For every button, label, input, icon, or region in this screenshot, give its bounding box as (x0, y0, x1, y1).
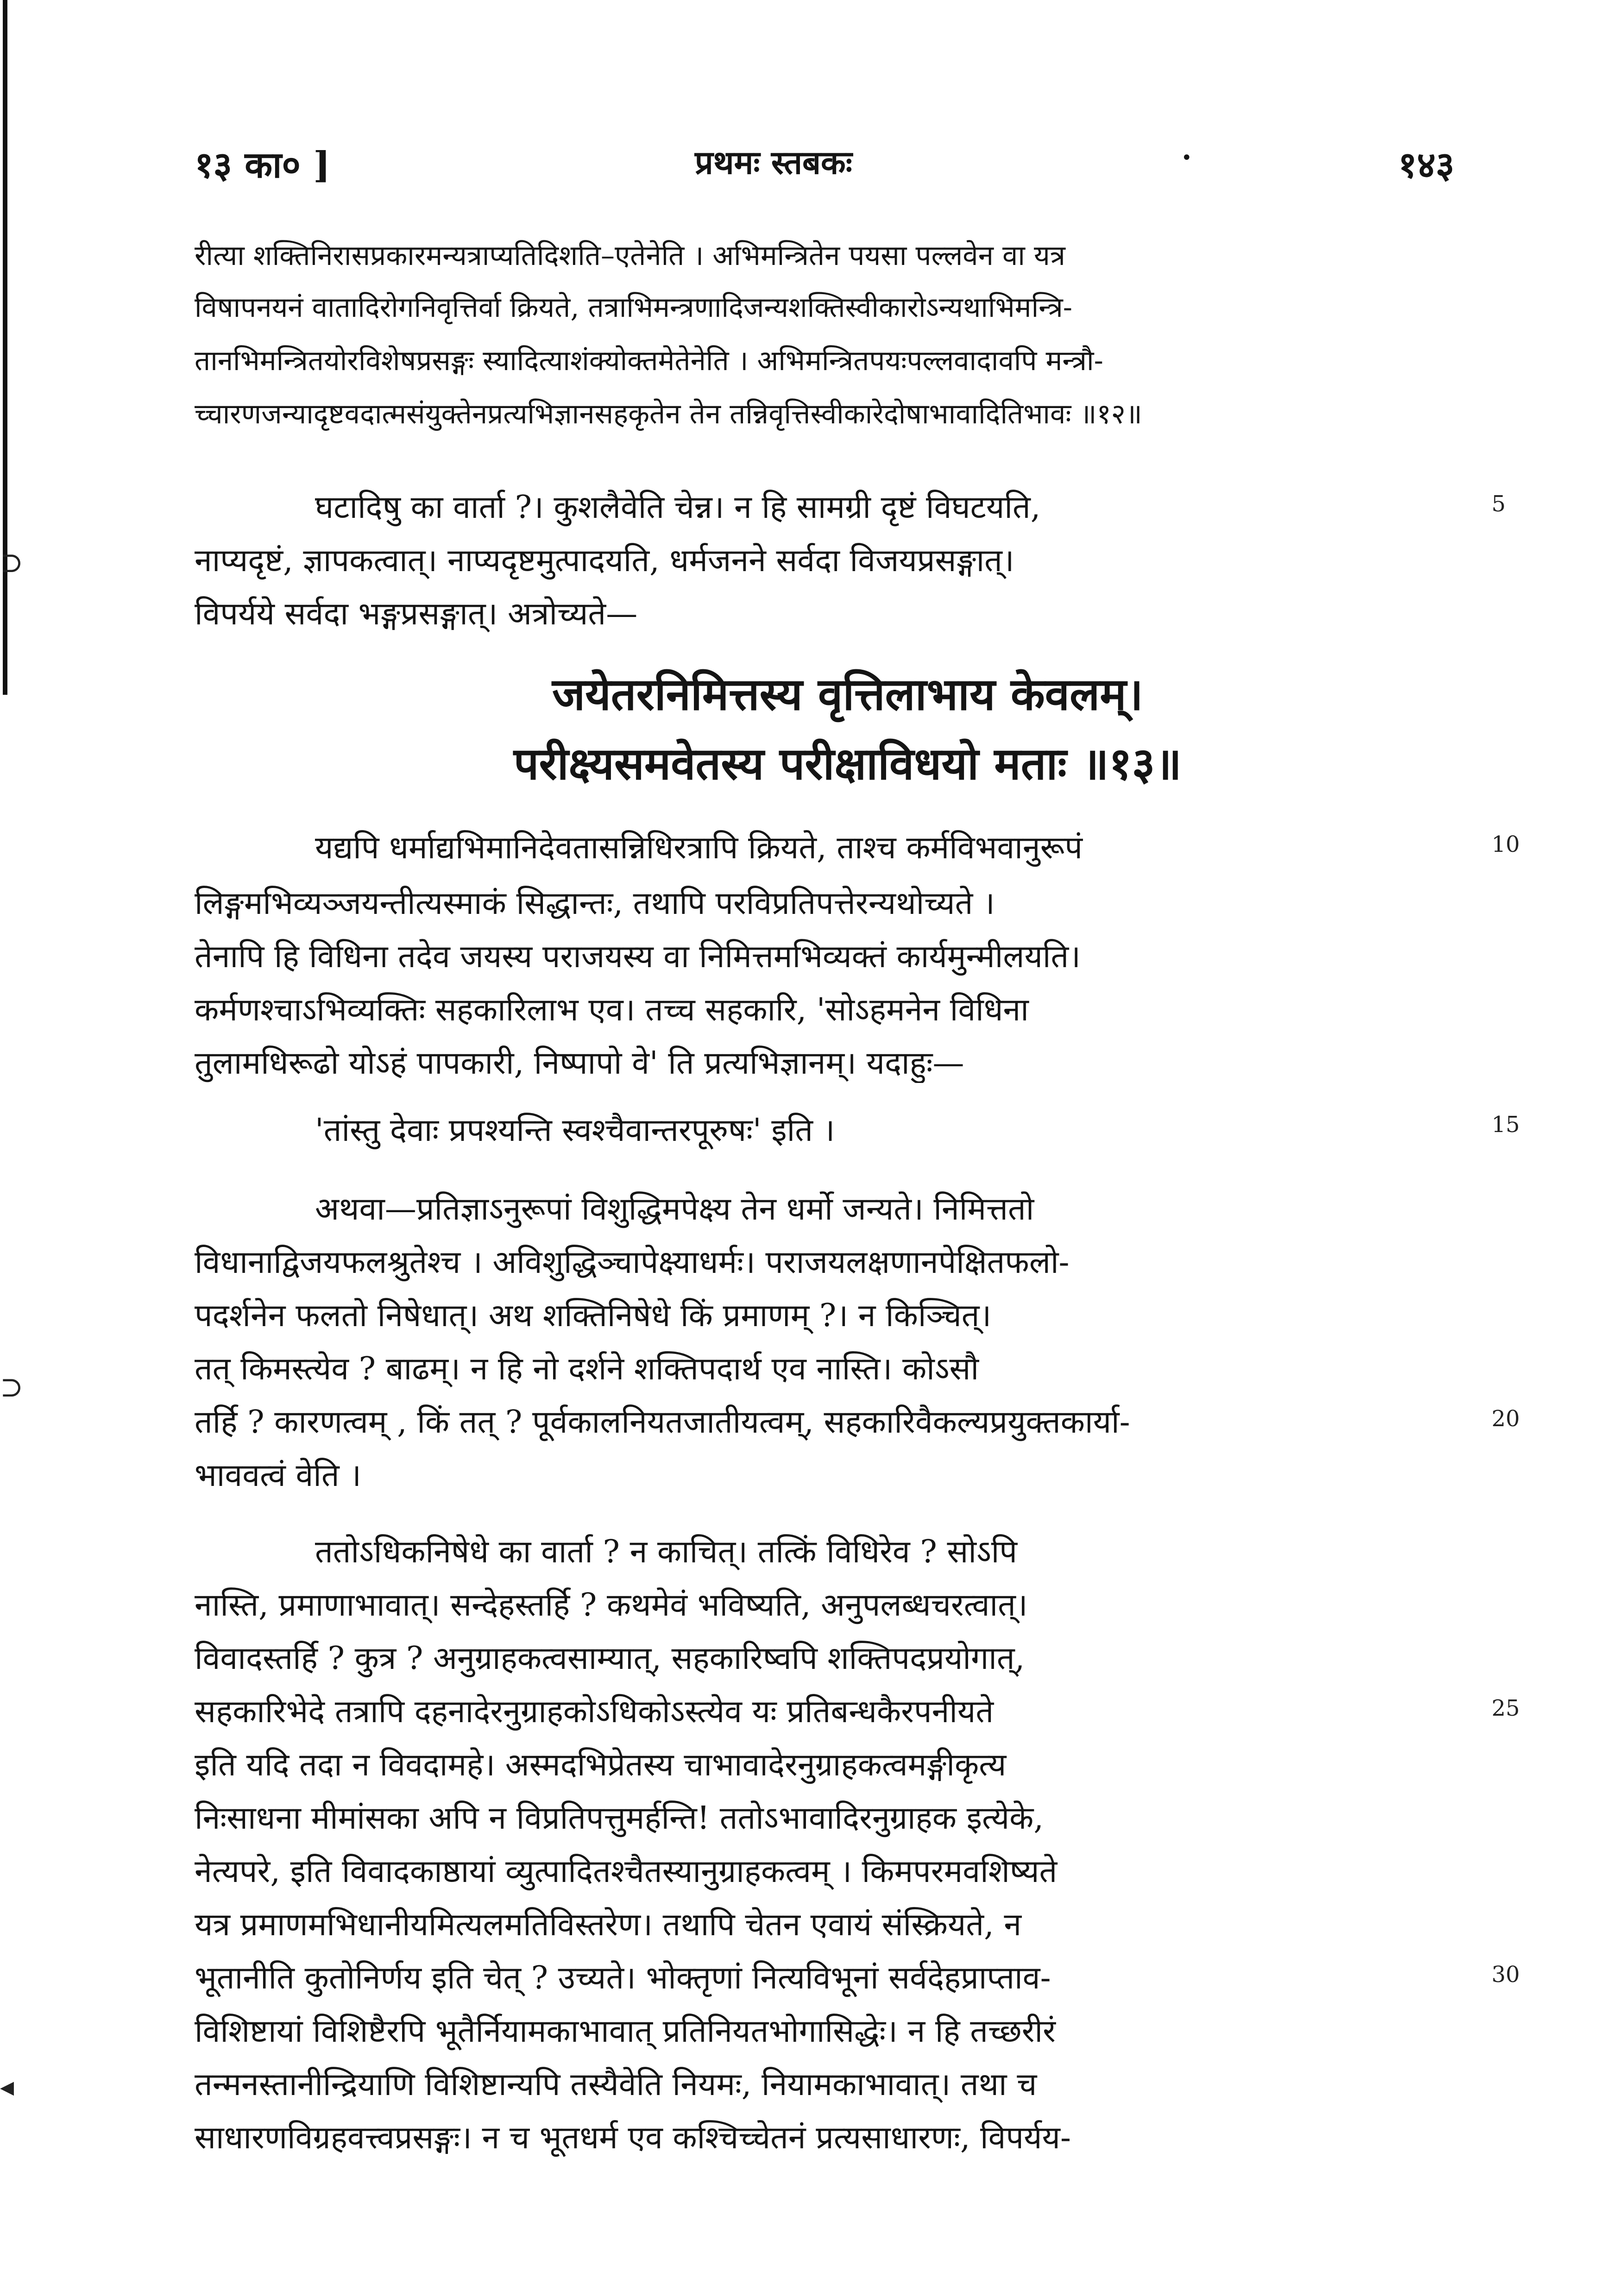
text-line: तुलामधिरूढो योऽहं पापकारी, निष्पापो वे' ति प्रत्यभिज्ञानम्। यदाहुः— (195, 1045, 964, 1082)
text-line: तर्हि ? कारणत्वम् , किं तत् ? पूर्वकालनियतजातीयत्वम्, सहकारिवैकल्यप्रयुक्तकार्या- (195, 1404, 1130, 1441)
text-line: साधारणविग्रहवत्त्वप्रसङ्गः। न च भूतधर्म एव कश्चिच्चेतनं प्रत्यसाधारणः, विपर्यय- (195, 2120, 1071, 2156)
binding-edge-line (3, 0, 7, 695)
text-line: निःसाधना मीमांसका अपि न विप्रतिपत्तुमर्हन्ति! ततोऽभावादिरनुग्राहक इत्येके, (195, 1800, 1044, 1837)
text-line: नास्ति, प्रमाणाभावात्। सन्देहस्तर्हि ? कथमेवं भविष्यति, अनुपलब्धचरत्वात्। (195, 1587, 1028, 1624)
header-dot: • (1181, 147, 1192, 169)
text-line: यत्र प्रमाणमभिधानीयमित्यलमतिविस्तरेण। तथापि चेतन एवायं संस्क्रियते, न (195, 1907, 1022, 1943)
header-section-ref: १३ का० ] (195, 144, 331, 186)
commentary-line: विषापनयनं वातादिरोगनिवृत्तिर्वा क्रियते, तत्राभिमन्त्रणादिजन्यशक्तिस्वीकारोऽन्यथाभिमन्त्रि- (195, 291, 1073, 324)
verse-line: जयेतरनिमित्तस्य वृत्तिलाभाय केवलम्। (552, 668, 1144, 720)
line-number: 20 (1492, 1406, 1520, 1432)
commentary-line: रीत्या शक्तिनिरासप्रकारमन्यत्राप्यतिदिशति–एतेनेति । अभिमन्त्रितेन पयसा पल्लवेन वा यत्र (195, 239, 1065, 272)
text-line: विपर्यये सर्वदा भङ्गप्रसङ्गात्। अत्रोच्यते— (195, 596, 638, 632)
text-line: अथवा—प्रतिज्ञाऽनुरूपां विशुद्धिमपेक्ष्य तेन धर्मो जन्यते। निमित्ततो (315, 1191, 1034, 1227)
text-line: तेनापि हि विधिना तदेव जयस्य पराजयस्य वा निमित्तमभिव्यक्तं कार्यमुन्मीलयति। (195, 938, 1081, 975)
quotation: 'तांस्तु देवाः प्रपश्यन्ति स्वश्चैवान्तरपूरुषः' इति । (315, 1112, 835, 1149)
text-line: पदर्शनेन फलतो निषेधात्। अथ शक्तिनिषेधे किं प्रमाणम् ?। न किञ्चित्। (195, 1297, 992, 1334)
text-line: घटादिषु का वार्ता ?। कुशलैवेति चेन्न। न हि सामग्री दृष्टं विघटयति, (315, 489, 1041, 526)
line-number: 10 (1492, 831, 1520, 857)
line-number: 25 (1492, 1695, 1520, 1721)
text-line: यद्यपि धर्माद्यभिमानिदेवतासन्निधिरत्रापि क्रियते, ताश्च कर्मविभवानुरूपं (315, 830, 1083, 866)
text-line: विधानाद्विजयफलश्रुतेश्च । अविशुद्धिञ्चापेक्ष्याधर्मः। पराजयलक्षणानपेक्षितफलो- (195, 1244, 1070, 1281)
line-number: 30 (1492, 1962, 1520, 1988)
text-line: इति यदि तदा न विवदामहे। अस्मदभिप्रेतस्य चाभावादेरनुग्राहकत्वमङ्गीकृत्य (195, 1747, 1007, 1783)
text-line: तत् किमस्त्येव ? बाढम्। न हि नो दर्शने शक्तिपदार्थ एव नास्ति। कोऽसौ (195, 1351, 979, 1387)
commentary-line: तानभिमन्त्रितयोरविशेषप्रसङ्गः स्यादित्याशंक्योक्तमेतेनेति । अभिमन्त्रितपयःपल्लवादावपि मन्त्रौ- (195, 345, 1103, 377)
text-line: नेत्यपरे, इति विवादकाष्ठायां व्युत्पादितश्चैतस्यानुग्राहकत्वम् । किमपरमवशिष्यते (195, 1853, 1057, 1890)
edge-bracket-mark: ⊃ (0, 1371, 24, 1403)
edge-arrow-mark: ◂ (0, 2070, 14, 2103)
text-line: विवादस्तर्हि ? कुत्र ? अनुग्राहकत्वसाम्यात्, सहकारिष्वपि शक्तिपदप्रयोगात्, (195, 1640, 1025, 1677)
line-number: 5 (1492, 491, 1506, 517)
verse-line: परीक्ष्यसमवेतस्य परीक्षाविधयो मताः ॥१३॥ (513, 737, 1182, 790)
text-line: भाववत्वं वेति । (195, 1457, 362, 1494)
line-number: 15 (1492, 1112, 1520, 1138)
text-line: लिङ्गमभिव्यञ्जयन्तीत्यस्माकं सिद्धान्तः, तथापि परविप्रतिपत्तेरन्यथोच्यते । (195, 885, 995, 922)
text-line: ततोऽधिकनिषेधे का वार्ता ? न काचित्। तत्किं विधिरेव ? सोऽपि (315, 1534, 1018, 1570)
page-number: १४३ (1398, 144, 1454, 186)
header-chapter-title: प्रथमः स्तबकः (695, 143, 852, 182)
running-header (195, 139, 1454, 190)
text-line: कर्मणश्चाऽभिव्यक्तिः सहकारिलाभ एव। तच्च सहकारि, 'सोऽहमनेन विधिना (195, 992, 1029, 1028)
text-line: नाप्यदृष्टं, ज्ञापकत्वात्। नाप्यदृष्टमुत्पादयति, धर्मजनने सर्वदा विजयप्रसङ्गात्। (195, 542, 1014, 579)
text-line: विशिष्टायां विशिष्टैरपि भूतैर्नियामकाभावात् प्रतिनियतभोगासिद्धेः। न हि तच्छरीरं (195, 2013, 1056, 2050)
text-line: तन्मनस्तानीन्द्रियाणि विशिष्टान्यपि तस्यैवेति नियमः, नियामकाभावात्। तथा च (195, 2066, 1037, 2103)
text-line: भूतानीति कुतोनिर्णय इति चेत् ? उच्यते। भोक्तृणां नित्यविभूनां सर्वदेहप्राप्ताव- (195, 1960, 1051, 1996)
commentary-line: च्चारणजन्यादृष्टवदात्मसंयुक्तेनप्रत्यभिज्ञानसहकृतेन तेन तन्निवृत्तिस्वीकारेदोषाभावादितिभावः ॥१२॥ (195, 398, 1142, 430)
edge-bracket-mark: ⊃ (0, 547, 24, 579)
text-line: सहकारिभेदे तत्रापि दहनादेरनुग्राहकोऽधिकोऽस्त्येव यः प्रतिबन्धकैरपनीयते (195, 1693, 994, 1730)
